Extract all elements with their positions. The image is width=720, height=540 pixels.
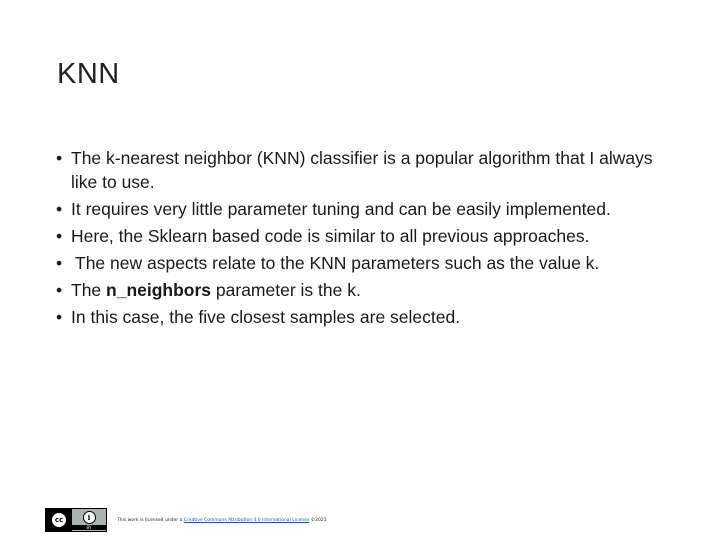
bullet-dot: • bbox=[56, 199, 63, 219]
bullet-dot: • bbox=[56, 280, 63, 300]
bullet-text-bold: n_neighbors bbox=[106, 280, 212, 300]
bullet-dot: • bbox=[56, 307, 63, 327]
license-prefix: This work is licensed under a bbox=[117, 517, 183, 523]
bullet-text bbox=[71, 280, 361, 300]
bullet-text: In this case, the five closest samples are selected. bbox=[71, 307, 461, 327]
bullet-text: The new aspects relate to the KNN parameters such as the value k. bbox=[75, 253, 600, 273]
bullet-dot: • bbox=[56, 253, 63, 273]
license-suffix: ©2021 bbox=[310, 517, 327, 523]
cc-icon: cc bbox=[51, 512, 67, 528]
bullet-text-post: parameter is the k. bbox=[211, 280, 361, 300]
cc-panel bbox=[46, 509, 72, 531]
license-footer bbox=[45, 508, 327, 532]
list-item bbox=[56, 278, 666, 302]
by-label: BY bbox=[72, 525, 106, 530]
bullet-text: It requires very little parameter tuning and can be easily implemented. bbox=[71, 199, 611, 219]
list-item bbox=[56, 146, 666, 194]
bullet-text: The k-nearest neighbor (KNN) classifier is a popular algorithm that I always like to use. bbox=[71, 148, 653, 192]
license-text bbox=[117, 518, 327, 523]
bullet-list bbox=[56, 146, 666, 332]
list-item bbox=[56, 305, 666, 329]
list-item bbox=[56, 251, 666, 275]
slide-title: KNN bbox=[57, 58, 120, 90]
bullet-text-pre: The bbox=[71, 280, 107, 300]
cc-by-badge[interactable] bbox=[45, 508, 107, 532]
list-item bbox=[56, 224, 666, 248]
list-item bbox=[56, 197, 666, 221]
bullet-text: Here, the Sklearn based code is similar to all previous approaches. bbox=[71, 226, 590, 246]
attribution-icon: i bbox=[83, 511, 96, 524]
license-link[interactable]: Creative Commons Attribution 4.0 International License bbox=[183, 517, 310, 523]
bullet-dot: • bbox=[56, 226, 63, 246]
bullet-dot: • bbox=[56, 148, 63, 168]
by-panel bbox=[72, 509, 106, 531]
